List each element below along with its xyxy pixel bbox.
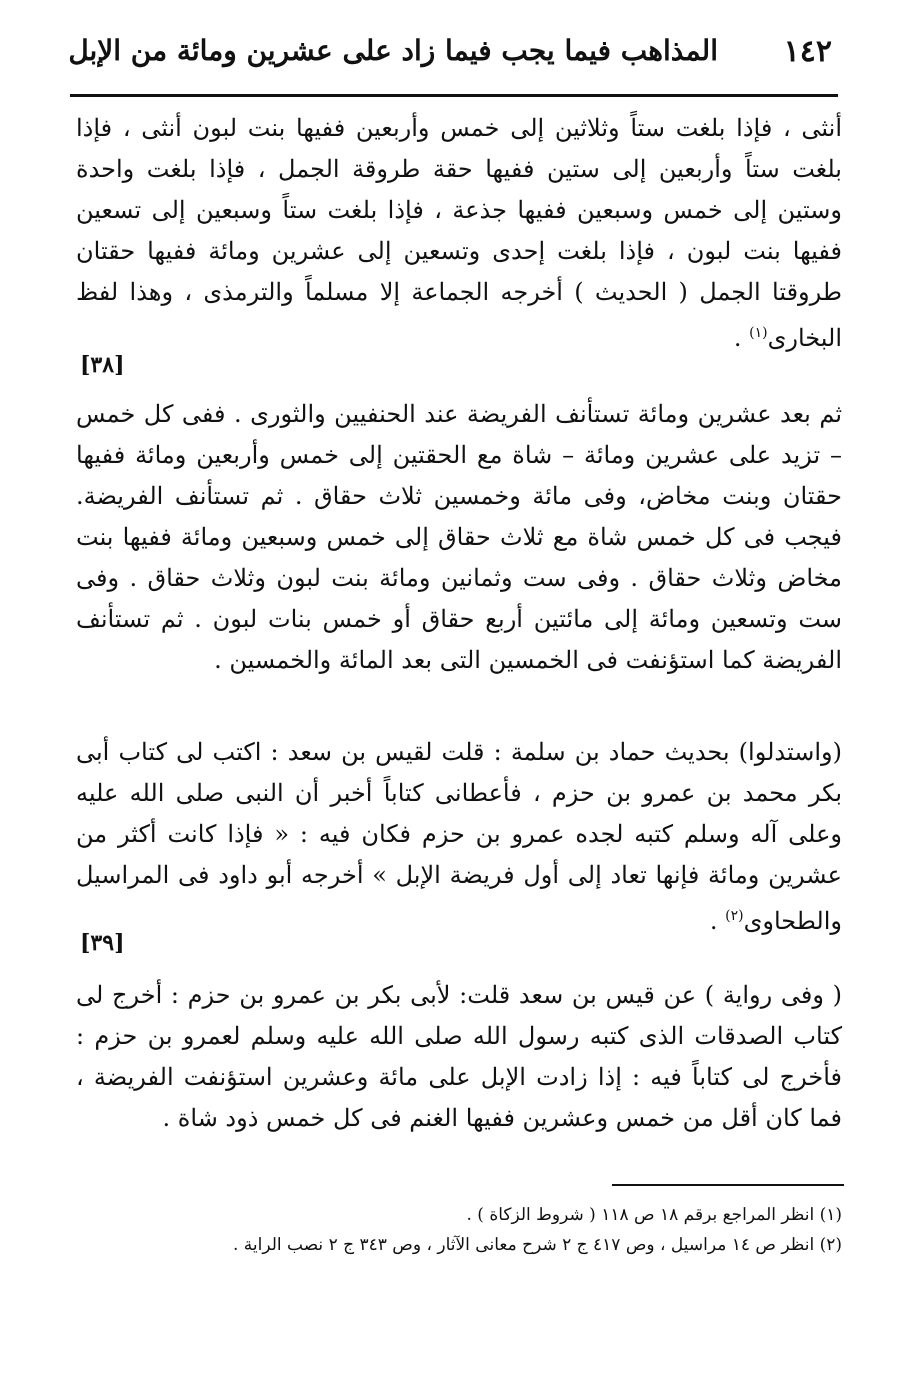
page-number: ١٤٢ [783, 34, 832, 69]
footnote-mark: (٢) [725, 908, 744, 924]
paragraph-4 [76, 975, 842, 1139]
paragraph-3: (واستدلوا) بحديث حماد بن سلمة : قلت لقيس بن سعد : اكتب لى كتاب أبى بكر محمد بن عمرو بن حزم ، فأعطانى كتاباً أخبر أن النبى صلى الله عليه وعلى آله وسلم كتبه لجده عمرو بن حزم فكان فيه : « فإذا كانت أكثر من عشرين ومائة فإنها تعاد إلى أول فريضة الإبل » أخرجه أبو داود فى المراسيل والطحاوى$^{(٢)}$ . [76, 738, 842, 935]
hadith-number: [٣٩] [80, 930, 125, 956]
paragraph-text: ثم بعد عشرين ومائة تستأنف الفريضة عند الحنفيين والثورى . ففى كل خمس – تزيد على عشرين ومائة – شاة مع الحقتين إلى خمس وأربعين ومائة ففيها حقتان وبنت مخاض، وفى مائة وخمسين ثلاث حقاق . ثم تستأنف الفريضة. فيجب فى كل خمس شاة مع ثلاث حقاق إلى خمس وسبعين ومائة ففيها بنت مخاض وثلاث حقاق . وفى ست وثمانين ومائة بنت لبون وثلاث حقاق . وفى ست وتسعين ومائة إلى مائتين أربع حقاق أو خمس بنات لبون . ثم تستأنف الفريضة كما استؤنفت فى الخمسين التى بعد المائة والخمسين . [76, 400, 842, 674]
hadith-number: [٣٨] [80, 352, 125, 378]
header-rule [70, 94, 838, 97]
paragraph-2 [76, 394, 842, 681]
footnote-2: (٢) انظر ص ١٤ مراسيل ، وص ٤١٧ ج ٢ شرح معانى الآثار ، وص ٣٤٣ ج ٢ نصب الراية . [232, 1235, 842, 1255]
paragraph-text: أنثى ، فإذا بلغت ستاً وثلاثين إلى خمس وأربعين ففيها بنت لبون أنثى ، فإذا بلغت ستاً وأربعين إلى ستين ففيها حقة طروقة الجمل ، فإذا بلغت واحدة وستين إلى خمس وسبعين ففيها جذعة ، فإذا بلغت ستاً وسبعين إلى تسعين ففيها بنت لبون ، فإذا بلغت إحدى وتسعين إلى عشرين ومائة ففيها حقتان طروقتا الجمل ( الحديث ) أخرجه الجماعة إلا مسلماً والترمذى ، وهذا لفظ البخارى [76, 114, 843, 352]
page-header [70, 28, 838, 88]
footnote-mark: (١) [749, 325, 768, 341]
footnote-1: (١) انظر المراجع برقم ١٨ ص ١١٨ ( شروط الزكاة ) . [466, 1205, 842, 1225]
paragraph-1: أنثى ، فإذا بلغت ستاً وثلاثين إلى خمس وأربعين ففيها بنت لبون أنثى ، فإذا بلغت ستاً وأربعين إلى ستين ففيها حقة طروقة الجمل ، فإذا بلغت واحدة وستين إلى خمس وسبعين ففيها جذعة ، فإذا بلغت ستاً وسبعين إلى تسعين ففيها بنت لبون ، فإذا بلغت إحدى وتسعين إلى عشرين ومائة ففيها حقتان طروقتا الجمل ( الحديث ) أخرجه الجماعة إلا مسلماً والترمذى ، وهذا لفظ البخارى$^{(١)}$ . [76, 114, 843, 352]
paragraph-text: ( وفى رواية ) عن قيس بن سعد قلت: لأبى بكر بن عمرو بن حزم : أخرج لى كتاب الصدقات الذى كتبه رسول الله صلى الله عليه وسلم لعمرو بن حزم : فأخرج لى كتاباً فيه : إذا زادت الإبل على مائة وعشرين استؤنفت الفريضة ، فما كان أقل من خمس وعشرين ففيها الغنم فى كل خمس ذود شاة . [76, 981, 843, 1132]
footnote-rule [612, 1184, 844, 1186]
running-title: المذاهب فيما يجب فيما زاد على عشرين ومائة من الإبل [68, 34, 718, 67]
footnotes [80, 1200, 842, 1260]
paragraph-text: (واستدلوا) بحديث حماد بن سلمة : قلت لقيس بن سعد : اكتب لى كتاب أبى بكر محمد بن عمرو بن حزم ، فأعطانى كتاباً أخبر أن النبى صلى الله عليه وعلى آله وسلم كتبه لجده عمرو بن حزم فكان فيه : « فإذا كانت أكثر من عشرين ومائة فإنها تعاد إلى أول فريضة الإبل » أخرجه أبو داود فى المراسيل والطحاوى [76, 738, 842, 935]
